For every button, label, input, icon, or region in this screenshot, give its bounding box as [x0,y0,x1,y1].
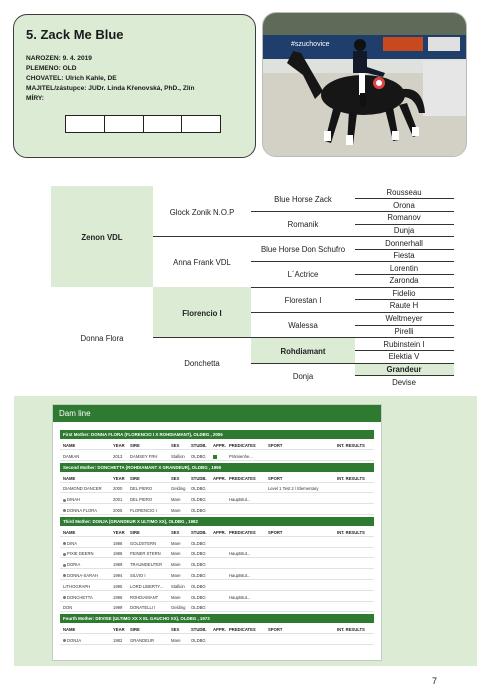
pedigree-line [355,249,454,250]
cell-name: DIAMOND DANCER [63,486,102,492]
cell-sport: Level 1 Test 2 / Elementary [268,486,319,492]
column-header: INT. RESULTS [337,627,365,633]
pedigree-g4-1: Rousseau [386,188,422,197]
cell-sex: Mare [171,540,181,546]
column-header: SEX [171,475,180,481]
cell-sire: DEL PIERO [130,497,153,503]
cell-name: DINA [63,541,77,546]
column-header: INT. RESULTS [337,475,365,481]
cell-name: DON [63,605,73,611]
cell-name: DORIA [63,562,80,567]
cell-name: DONJA [63,638,81,643]
table-row[interactable] [60,636,374,645]
column-header: APPR. [213,529,226,535]
column-header: NAME [63,443,76,448]
pedigree-g4-5: Donnerhall [385,239,423,248]
column-header: YEAR [113,627,125,633]
page-number: 7 [432,676,438,686]
pedigree-line [251,312,355,313]
expand-dot-icon[interactable] [63,553,66,556]
cell-pred: Hauptstut... [229,594,251,600]
cell-stud: OLDBG [191,551,206,557]
column-header: STUDB. [191,443,207,448]
pedigree-g4-15: Grandeur [386,365,422,374]
cell-year: 1996 [113,594,123,600]
breeder: CHOVATEL: Ulrich Kahle, DE [26,75,117,82]
pedigree-g4-8: Zaronda [389,276,419,285]
column-header: NAME [63,627,76,633]
pedigree-line [355,211,454,212]
pedigree-line [251,211,355,212]
pedigree-sire: Zenon VDL [81,233,123,242]
cell-year: 1994 [113,573,123,578]
pedigree-dam-sire: Florencio I [182,309,222,318]
pedigree-g4-9: Fidelio [392,289,416,298]
cell-stud: OLDBG [191,594,206,600]
cell-sire: FLORENCIO I [130,508,157,513]
cell-pred: Hauptstut... [229,573,251,578]
cell-stud: OLDBG [191,540,206,546]
pedigree-g4-4: Dunja [393,226,415,235]
table-row[interactable] [60,484,374,493]
pedigree-line [355,363,454,364]
column-header: YEAR [113,529,125,535]
cell-sex: Stallion [171,583,185,589]
cell-pred: Hauptstut... [229,497,251,503]
cell-year: 1989 [113,562,123,568]
pedigree-g4-16: Devise [392,378,416,387]
pedigree-g4-2: Orona [393,201,415,210]
pedigree-g4-3: Romanov [387,213,421,222]
cell-name: PIXIE DEERN [63,551,94,556]
pedigree-line [355,375,454,376]
column-header: PREDICATES [229,443,256,448]
pedigree-g4-6: Fiesta [393,251,415,260]
table-header-row [60,474,374,483]
pedigree-dam-dam: Donchetta [184,359,220,368]
column-header: SIRE [130,443,140,448]
column-header: NAME [63,475,76,481]
cell-sire: GOLDSTERN [130,540,157,546]
pedigree-line [251,261,355,262]
expand-dot-icon[interactable] [63,596,66,599]
pedigree-g3-3: Blue Horse Don Schufro [260,245,346,254]
cell-name: DONNA-SARAH [63,573,98,578]
table-row[interactable] [60,571,374,580]
pedigree-g4-10: Raute H [389,301,419,310]
column-header: SIRE [130,475,140,481]
cell-sire: SILVIO I [130,573,146,578]
pedigree-g3-6: Walessa [288,321,318,330]
photo-banner-text: #szuchovice [291,41,330,48]
cell-stud: OLDBG [191,562,206,568]
pedigree-g3-7: Rohdiamant [280,347,326,356]
cell-sire: DEL PIERO [130,486,153,492]
cell-sex: Mare [171,594,181,600]
table-header-row [60,625,374,634]
pedigree-g3-5: Florestan I [284,296,322,305]
cell-stud: OLDBG [191,583,206,589]
cell-sex: Gelding [171,605,186,611]
column-header: SIRE [130,529,140,535]
column-header: SPORT [268,443,283,448]
cell-sex: Mare [171,573,181,578]
pedigree-g4-14: Elektia V [388,352,420,361]
table-row[interactable] [60,603,374,612]
table-row[interactable] [60,539,374,548]
expand-dot-icon[interactable] [63,574,66,577]
column-header: SPORT [268,475,283,481]
measurements-label: MÍRY: [26,95,44,102]
pedigree-line [355,198,454,199]
pedigree-line [251,236,355,237]
cell-year: 1988 [113,551,123,557]
cell-stud: OLDBG [191,453,206,459]
cell-stud: OLDBG [191,486,206,492]
pedigree-g3-4: L´Actrice [287,270,319,279]
column-header: SEX [171,627,180,633]
cell-sex: Mare [171,497,181,503]
cell-stud: OLDBG [191,508,206,513]
pedigree-line [355,224,454,225]
cell-year: 2013 [113,453,123,459]
table-header-row [60,528,374,537]
pedigree-g4-11: Weltmeyer [385,314,423,323]
dam-line-title: Dam line [53,405,381,422]
pedigree-g4-7: Lorentin [389,264,419,273]
column-header: STUDB. [191,529,207,535]
column-header: PREDICATES [229,475,256,481]
cell-pred: Prämienhe... [229,453,253,459]
column-header: APPR. [213,627,226,633]
column-header: STUDB. [191,627,207,633]
pedigree-line [355,287,454,288]
column-header: YEAR [113,443,125,448]
cell-name: DINAH [63,497,80,502]
pedigree-line [355,299,454,300]
generation-bar: Fourth Mother: DEVISE (ULTIMO XX X EL GAUCHO XX), OLDBG , 1973 [60,614,374,623]
horse-title: 5. Zack Me Blue [26,27,124,42]
pedigree-line [251,287,355,288]
cell-stud: OLDBG [191,605,206,611]
column-header: NAME [63,529,76,535]
pedigree-line [251,363,355,364]
pedigree-dam: Donna Flora [80,334,124,343]
pedigree-g3-8: Donja [292,372,314,381]
table-row[interactable] [60,593,374,602]
cell-sire: ROHDIAMANT [130,594,159,600]
pedigree-line [355,236,454,237]
pedigree-line [355,261,454,262]
cell-appr [213,454,217,459]
owner: MAJITEL/zástupce: JUDr. Linda Křenovská, PhD., Zlín [26,85,195,92]
table-row[interactable] [60,582,374,591]
generation-bar: Third Mother: DONJA (GRANDEUR X ULTIMO XX), OLDBG , 1982 [60,517,374,526]
expand-dot-icon[interactable] [63,639,66,642]
pedigree-g4-12: Pirelli [394,327,414,336]
cell-pred: Hauptstut... [229,551,251,557]
generation-bar: Second Mother: DONCHETTA (ROHDIAMANT X GRANDEUR), OLDBG , 1996 [60,463,374,472]
cell-year: 1995 [113,583,123,589]
cell-sex: Mare [171,551,181,557]
expand-dot-icon[interactable] [63,542,66,545]
cell-sex: Mare [171,562,181,568]
cell-sex: Mare [171,638,181,643]
column-header: APPR. [213,475,226,481]
breed: PLEMENO: OLD [26,65,77,72]
column-header: PREDICATES [229,627,256,633]
column-header: INT. RESULTS [337,529,365,535]
column-header: INT. RESULTS [337,443,365,448]
pedigree-line [153,236,251,237]
column-header: APPR. [213,443,226,448]
cell-stud: OLDBG [191,497,206,503]
cell-sire: LORD LIBERTY... [130,583,164,589]
pedigree-line [251,337,355,338]
cell-stud: OLDBG [191,573,206,578]
pedigree-line [355,350,454,351]
cell-sex: Gelding [171,486,186,492]
pedigree-sire-sire: Glock Zonik N.O.P [169,208,235,217]
cell-year: 1986 [113,540,123,546]
column-header: STUDB. [191,475,207,481]
pedigree-sire-dam: Anna Frank VDL [173,258,231,267]
pedigree-line [355,325,454,326]
cell-year: 2005 [113,508,123,513]
column-header: SPORT [268,529,283,535]
cell-name: DONCHETTA [63,595,93,600]
cell-stud: OLDBG [191,638,206,643]
cell-name: DONNA FLORA [63,508,97,513]
column-header: PREDICATES [229,529,256,535]
cell-sire: DAMSEY FRH [130,453,158,459]
pedigree-line [355,312,454,313]
cell-sire: DONATELLI I [130,605,156,611]
table-row[interactable] [60,452,374,461]
expand-dot-icon[interactable] [63,509,66,512]
table-row[interactable] [60,495,374,504]
column-header: SEX [171,443,180,448]
table-row[interactable] [60,549,374,558]
pedigree-g3-1: Blue Horse Zack [274,195,332,204]
column-header: SPORT [268,627,283,633]
column-header: SIRE [130,627,140,633]
column-header: SEX [171,529,180,535]
cell-year: 2001 [113,497,123,503]
table-header-row [60,441,374,450]
table-row[interactable] [60,560,374,569]
column-header: YEAR [113,475,125,481]
cell-sire: FEINER STERN [130,551,161,557]
cell-name: LITHOGRAPH [63,583,91,589]
cell-year: 1982 [113,638,123,643]
cell-sire: TRAUMDEUTER [130,562,163,568]
birth-date: NAROZEN: 9. 4. 2019 [26,55,92,62]
cell-sex: Stallion [171,453,185,459]
cell-year: 2000 [113,486,123,492]
cell-name: DAMIAN [63,453,80,459]
expand-dot-icon[interactable] [63,499,66,502]
cell-sire: GRANDEUR [130,638,154,643]
pedigree-g3-2: Romanik [287,220,319,229]
cell-sex: Mare [171,508,181,513]
generation-bar: First Mother: DONNA FLORA (FLORENCIO I X ROHDIAMANT), OLDBG , 2005 [60,430,374,439]
pedigree-g4-13: Rubinstein I [383,340,425,349]
expand-dot-icon[interactable] [63,564,66,567]
pedigree-line [355,337,454,338]
cell-year: 1999 [113,605,123,611]
pedigree-line [153,337,251,338]
table-row[interactable] [60,506,374,515]
pedigree-line [355,274,454,275]
approved-check-icon [213,455,217,459]
